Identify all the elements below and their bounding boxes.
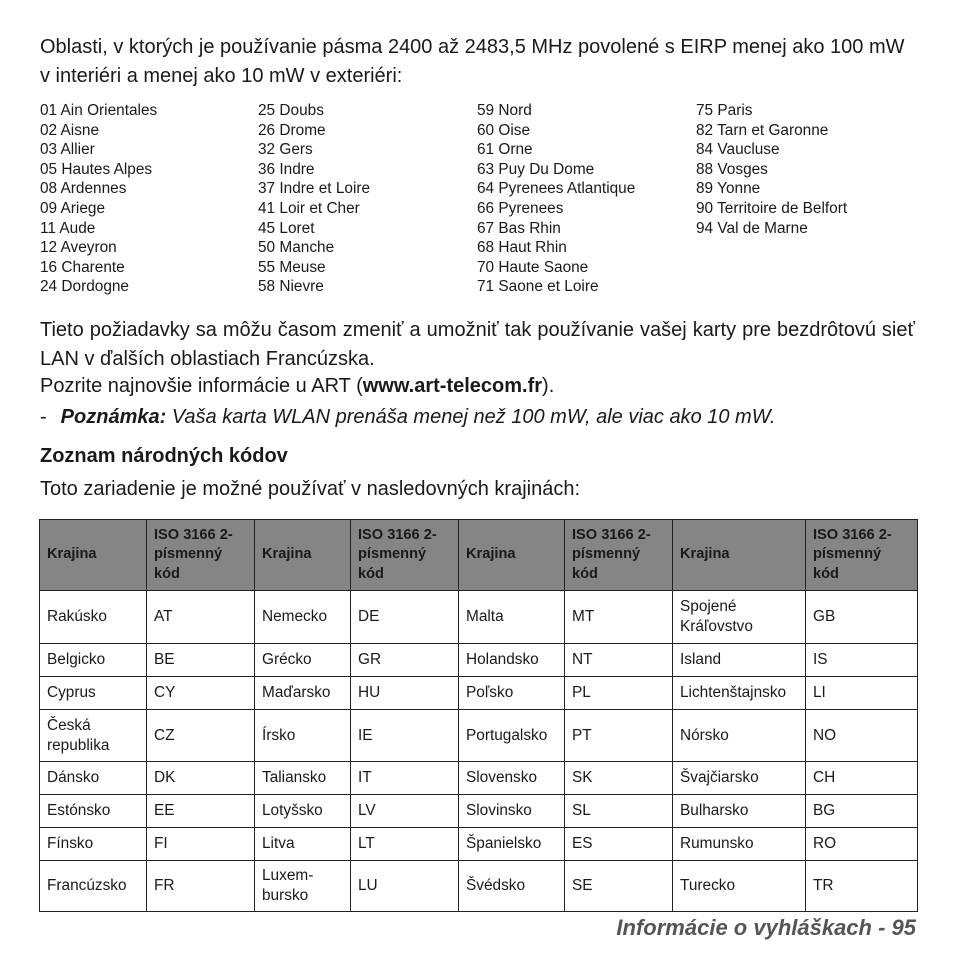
section-heading: Zoznam národných kódov xyxy=(40,445,288,467)
department-item: 12 Aveyron xyxy=(40,239,117,257)
code-cell: CH xyxy=(806,762,918,795)
header-country: Krajina xyxy=(40,520,147,591)
code-cell: SL xyxy=(565,795,673,828)
country-cell: Nórsko xyxy=(673,710,806,762)
country-cell: Slovensko xyxy=(459,762,565,795)
department-item: 66 Pyrenees xyxy=(477,199,564,217)
department-item: 75 Paris xyxy=(696,102,753,119)
code-cell: DE xyxy=(351,591,459,644)
country-cell: Nemecko xyxy=(255,591,351,644)
country-cell: Španielsko xyxy=(459,828,565,861)
country-cell: Island xyxy=(673,644,806,677)
code-cell: AT xyxy=(147,591,255,644)
table-row xyxy=(40,762,918,795)
table-row xyxy=(40,644,918,677)
code-cell: IT xyxy=(351,762,459,795)
art-reference-suffix: ). xyxy=(542,375,555,397)
table-row xyxy=(40,828,918,861)
country-cell: Belgicko xyxy=(40,644,147,677)
intro-paragraph: Oblasti, v ktorých je používanie pásma 2400 až 2483,5 MHz povolené s EIRP menej ako 100 mW v interiéri a menej ako 10 mW v exteriéri: xyxy=(40,36,905,87)
country-cell: Litva xyxy=(255,828,351,861)
table-row xyxy=(40,591,918,644)
code-cell: PL xyxy=(565,677,673,710)
code-cell: PT xyxy=(565,710,673,762)
department-item: 50 Manche xyxy=(258,239,335,257)
department-item: 32 Gers xyxy=(258,141,313,159)
department-item: 59 Nord xyxy=(477,102,532,119)
table-row xyxy=(40,710,918,762)
department-item: 45 Loret xyxy=(258,219,315,237)
country-cell: Estónsko xyxy=(40,795,147,828)
code-cell: FI xyxy=(147,828,255,861)
header-country: Krajina xyxy=(459,520,565,591)
code-cell: CZ xyxy=(147,710,255,762)
department-item: 25 Doubs xyxy=(258,102,324,119)
code-cell: MT xyxy=(565,591,673,644)
country-cell: Švajčiarsko xyxy=(673,762,806,795)
country-cell: Rumunsko xyxy=(673,828,806,861)
note-text: Vaša karta WLAN prenáša menej než 100 mW, ale viac ako 10 mW. xyxy=(166,406,776,428)
country-cell: Taliansko xyxy=(255,762,351,795)
department-item: 61 Orne xyxy=(477,141,533,159)
table-row xyxy=(40,677,918,710)
department-item: 02 Aisne xyxy=(40,121,100,139)
code-cell: ES xyxy=(565,828,673,861)
department-item: 90 Territoire de Belfort xyxy=(696,199,848,217)
department-item: 67 Bas Rhin xyxy=(477,219,561,237)
country-cell: Česká republika xyxy=(40,710,147,762)
department-item: 16 Charente xyxy=(40,258,125,276)
department-item: 88 Vosges xyxy=(696,160,768,178)
department-item: 68 Haut Rhin xyxy=(477,239,567,257)
country-cell: Lichtenštajnsko xyxy=(673,677,806,710)
country-cell: Lotyšsko xyxy=(255,795,351,828)
department-item: 03 Allier xyxy=(40,141,95,159)
country-cell: Cyprus xyxy=(40,677,147,710)
code-cell: LI xyxy=(806,677,918,710)
code-cell: CY xyxy=(147,677,255,710)
header-iso-code: ISO 3166 2-písmenný kód xyxy=(351,520,459,591)
code-cell: LV xyxy=(351,795,459,828)
department-item: 82 Tarn et Garonne xyxy=(696,121,829,139)
code-cell: IE xyxy=(351,710,459,762)
country-cell: Francúzsko xyxy=(40,861,147,912)
department-item: 41 Loir et Cher xyxy=(258,199,360,217)
page-footer: Informácie o vyhláškach - 95 xyxy=(616,915,916,940)
table-row xyxy=(40,861,918,912)
department-item: 26 Drome xyxy=(258,121,326,139)
country-cell: Luxem-bursko xyxy=(255,861,351,912)
code-cell: TR xyxy=(806,861,918,912)
department-item: 05 Hautes Alpes xyxy=(40,160,153,178)
header-country: Krajina xyxy=(673,520,806,591)
department-item: 11 Aude xyxy=(40,219,96,237)
country-codes-table xyxy=(39,519,918,912)
country-cell: Írsko xyxy=(255,710,351,762)
code-cell: DK xyxy=(147,762,255,795)
country-cell: Turecko xyxy=(673,861,806,912)
art-reference-paragraph xyxy=(40,372,915,401)
code-cell: NO xyxy=(806,710,918,762)
art-telecom-link[interactable]: www.art-telecom.fr xyxy=(362,375,543,397)
department-column-3 xyxy=(477,101,635,297)
code-cell: HU xyxy=(351,677,459,710)
country-cell: Portugalsko xyxy=(459,710,565,762)
department-item: 01 Ain Orientales xyxy=(40,102,158,119)
table-header-row xyxy=(40,520,918,591)
code-cell: NT xyxy=(565,644,673,677)
code-cell: RO xyxy=(806,828,918,861)
department-item: 84 Vaucluse xyxy=(696,141,780,159)
department-item: 60 Oise xyxy=(477,121,531,139)
country-cell: Maďarsko xyxy=(255,677,351,710)
department-column-1 xyxy=(40,101,157,297)
code-cell: EE xyxy=(147,795,255,828)
country-cell: Spojené Kráľovstvo xyxy=(673,591,806,644)
table-row xyxy=(40,795,918,828)
country-cell: Grécko xyxy=(255,644,351,677)
code-cell: SE xyxy=(565,861,673,912)
code-cell: SK xyxy=(565,762,673,795)
country-cell: Holandsko xyxy=(459,644,565,677)
header-country: Krajina xyxy=(255,520,351,591)
note-label: Poznámka: xyxy=(60,406,167,428)
department-item: 71 Saone et Loire xyxy=(477,278,599,296)
department-column-2 xyxy=(258,101,370,297)
department-item: 64 Pyrenees Atlantique xyxy=(477,180,636,198)
code-cell: LT xyxy=(351,828,459,861)
country-cell: Švédsko xyxy=(459,861,565,912)
department-item: 37 Indre et Loire xyxy=(258,180,371,198)
countries-lead-text: Toto zariadenie je možné používať v nasledovných krajinách: xyxy=(40,478,581,500)
note-dash: - xyxy=(40,406,47,428)
department-item: 55 Meuse xyxy=(258,258,326,276)
country-cell: Dánsko xyxy=(40,762,147,795)
department-item: 89 Yonne xyxy=(696,180,761,198)
country-cell: Malta xyxy=(459,591,565,644)
department-item: 09 Ariege xyxy=(40,199,106,217)
country-cell: Fínsko xyxy=(40,828,147,861)
code-cell: LU xyxy=(351,861,459,912)
department-item: 58 Nievre xyxy=(258,278,324,296)
code-cell: GR xyxy=(351,644,459,677)
header-iso-code: ISO 3166 2-písmenný kód xyxy=(565,520,673,591)
code-cell: IS xyxy=(806,644,918,677)
code-cell: BG xyxy=(806,795,918,828)
department-item: 36 Indre xyxy=(258,160,315,178)
code-cell: GB xyxy=(806,591,918,644)
country-cell: Rakúsko xyxy=(40,591,147,644)
art-reference-prefix: Pozrite najnovšie informácie u ART ( xyxy=(40,375,363,397)
country-cell: Slovinsko xyxy=(459,795,565,828)
country-cell: Bulharsko xyxy=(673,795,806,828)
header-iso-code: ISO 3166 2-písmenný kód xyxy=(147,520,255,591)
validity-paragraph: Tieto požiadavky sa môžu časom zmeniť a umožniť tak používanie vašej karty pre bezdrôtovú sieť LAN v ďalších oblastiach Francúzska. xyxy=(40,319,915,370)
code-cell: BE xyxy=(147,644,255,677)
country-cell: Poľsko xyxy=(459,677,565,710)
code-cell: FR xyxy=(147,861,255,912)
department-item: 70 Haute Saone xyxy=(477,258,589,276)
department-column-4 xyxy=(696,101,847,238)
department-item: 08 Ardennes xyxy=(40,180,127,198)
department-item: 24 Dordogne xyxy=(40,278,129,296)
department-item: 63 Puy Du Dome xyxy=(477,160,595,178)
department-item: 94 Val de Marne xyxy=(696,219,808,237)
header-iso-code: ISO 3166 2-písmenný kód xyxy=(806,520,918,591)
note-line xyxy=(40,403,775,432)
